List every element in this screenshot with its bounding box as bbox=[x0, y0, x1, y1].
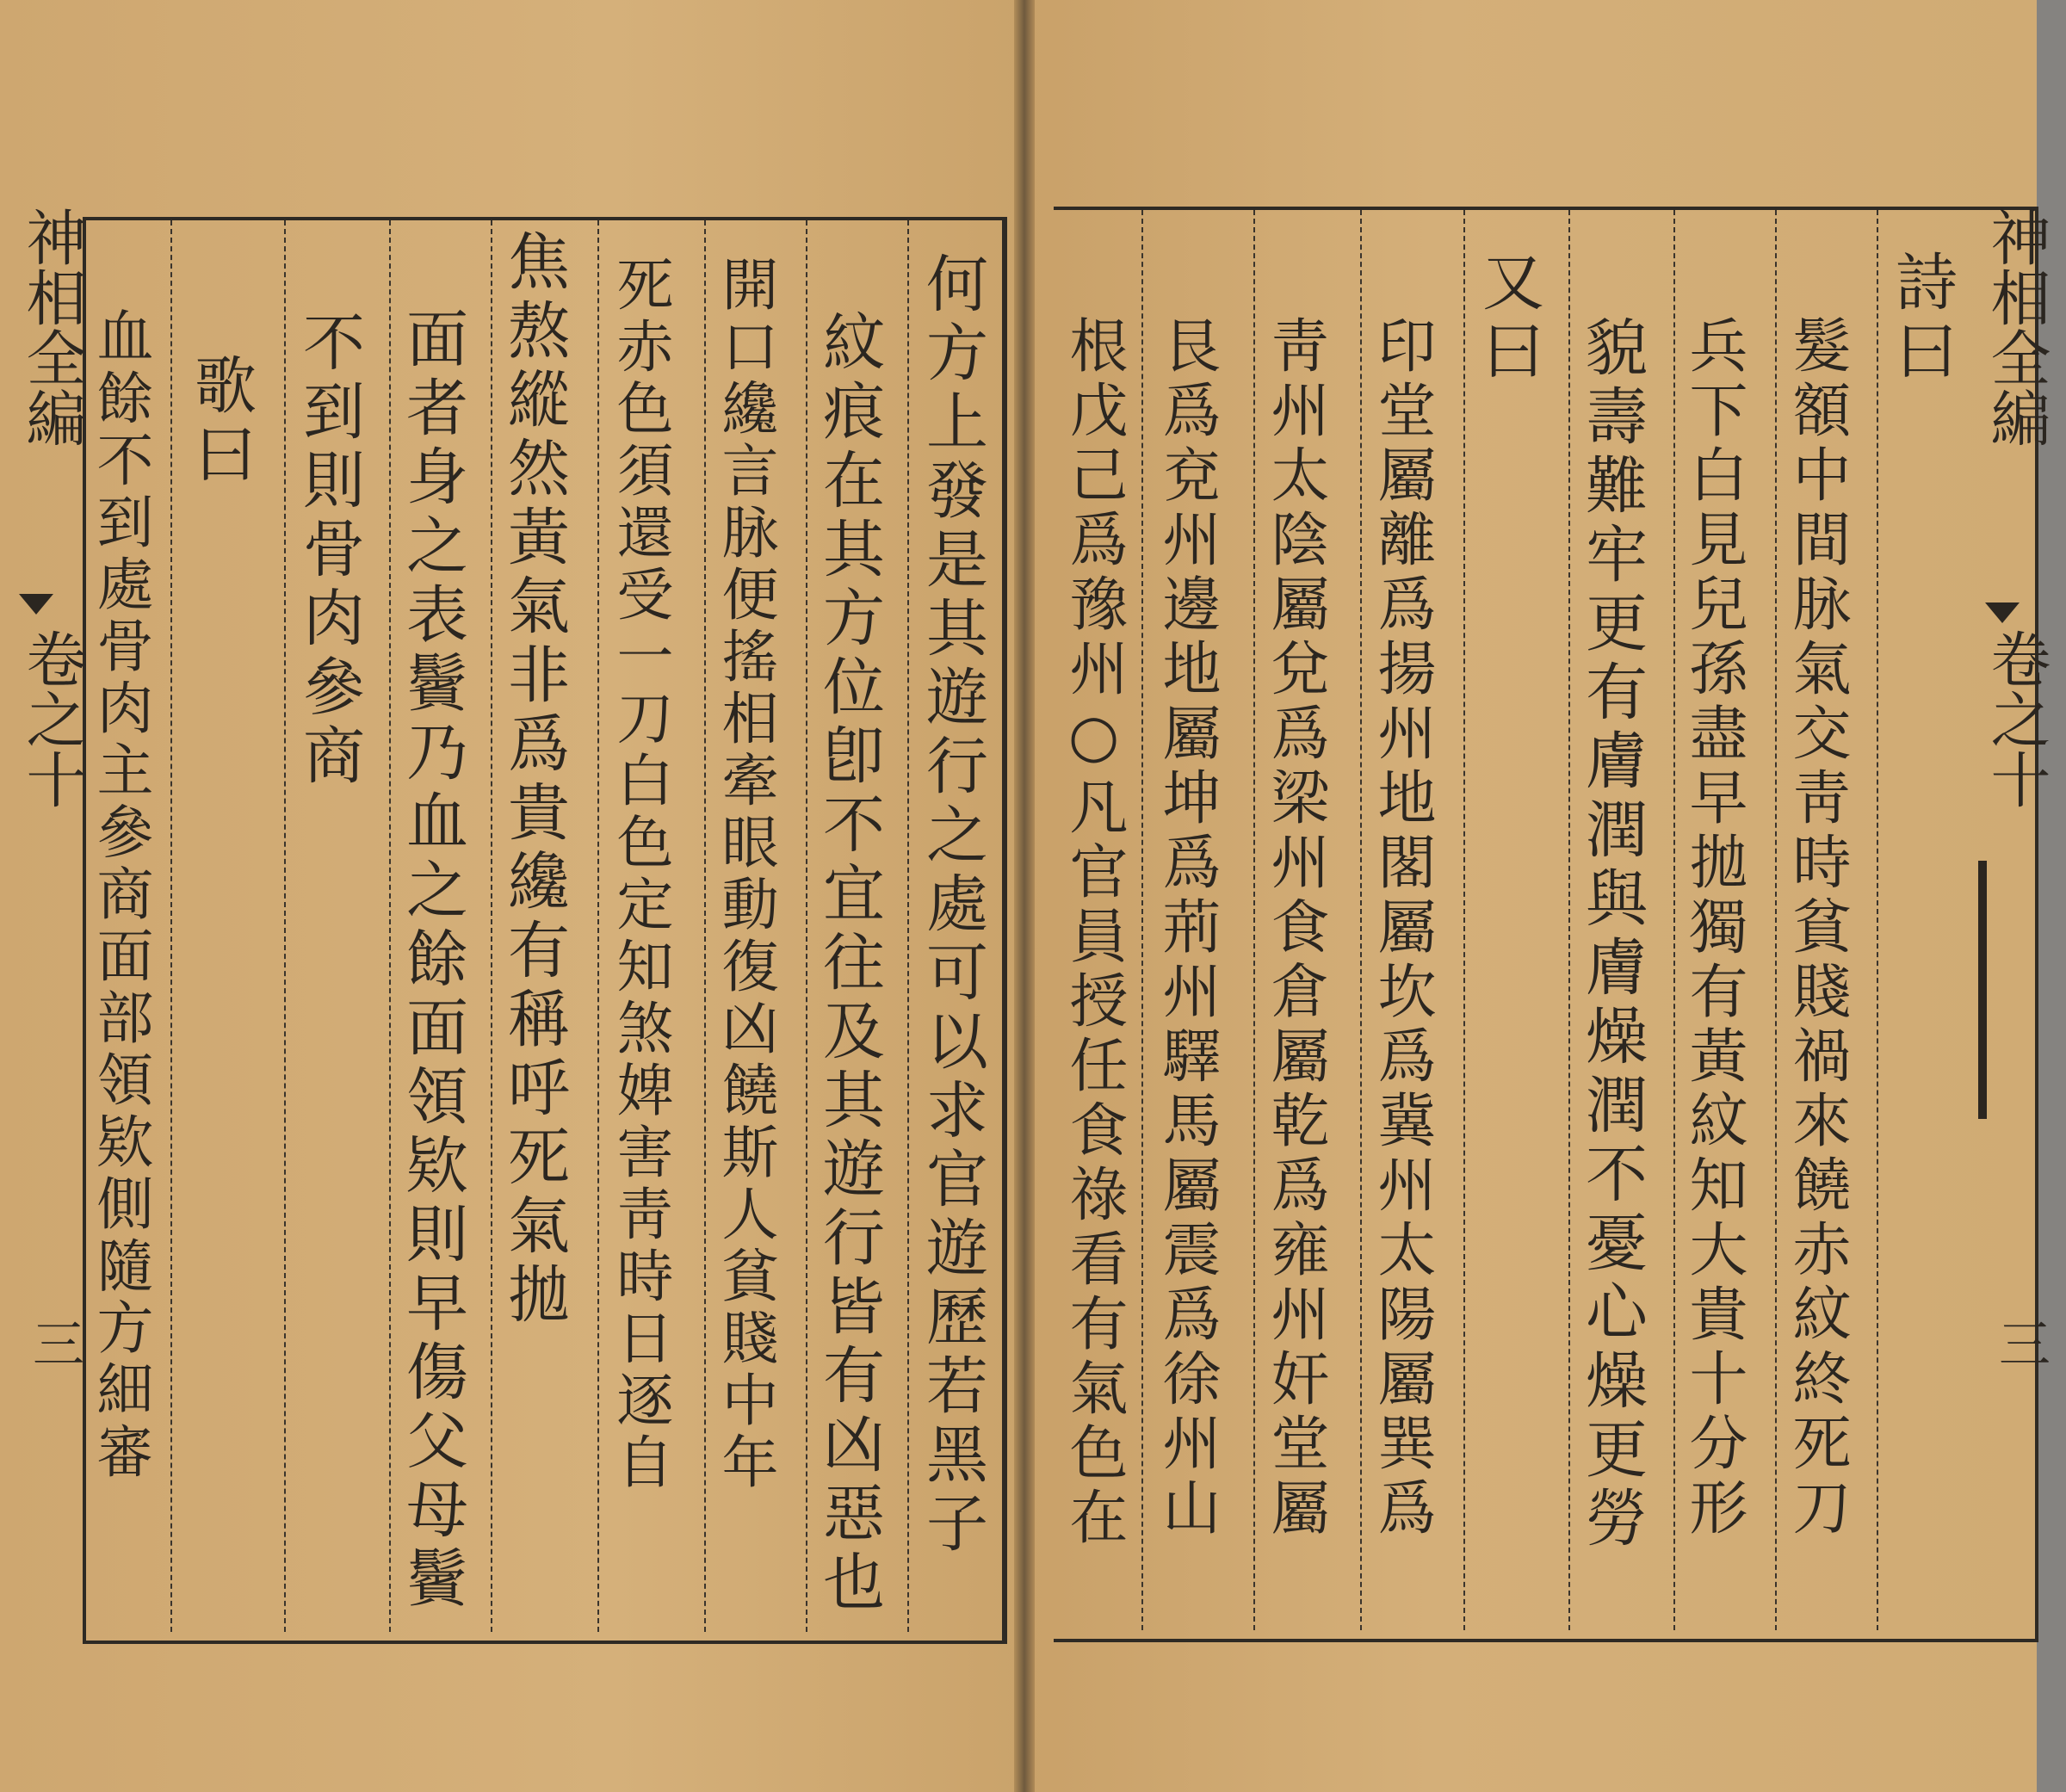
left-column-7: 不到則骨肉參商 bbox=[293, 310, 365, 792]
right-column-2: 髮額中間脉氣交靑時貧賤禍來饒赤紋終死刀 bbox=[1783, 315, 1851, 1542]
left-column-5: 焦熬縱然黃氣非爲貴纔有稱呼死氣拋 bbox=[498, 229, 570, 1331]
right-margin-title: 神相全編 bbox=[1981, 207, 2051, 448]
column-rule bbox=[1463, 210, 1465, 1630]
left-margin-volume: 卷之十 bbox=[16, 628, 87, 809]
right-column-1: 詩曰 bbox=[1885, 250, 1958, 387]
column-rule bbox=[1877, 210, 1878, 1630]
left-margin-title: 神相全編 bbox=[16, 207, 87, 448]
column-rule bbox=[1568, 210, 1570, 1630]
right-column-5: 又曰 bbox=[1472, 250, 1544, 387]
column-rule bbox=[1141, 210, 1143, 1630]
left-column-2: 紋痕在其方位卽不宜往及其遊行皆有凶惡也 bbox=[813, 310, 885, 1618]
column-rule bbox=[907, 220, 909, 1632]
column-rule bbox=[1253, 210, 1255, 1630]
column-rule bbox=[491, 220, 492, 1632]
column-rule bbox=[389, 220, 391, 1632]
left-column-6: 面者身之表鬢乃血之餘面領欵則早傷父母鬢 bbox=[396, 306, 468, 1615]
column-rule bbox=[284, 220, 286, 1632]
column-rule bbox=[597, 220, 599, 1632]
right-margin-page: 三 bbox=[1990, 1317, 2051, 1369]
column-rule bbox=[704, 220, 706, 1632]
left-column-3: 開口纔言脉便搖相牽眼動復凶饒斯人貧賤中年 bbox=[712, 255, 778, 1494]
right-margin-bar bbox=[1978, 861, 1987, 1119]
left-column-9: 血餘不到處骨肉主參商面部領欵側隨方細審 bbox=[87, 306, 153, 1484]
right-column-4: 貌壽難牢更有膚潤與膚燥潤不憂心燥更勞 bbox=[1575, 315, 1648, 1554]
right-margin-volume: 卷之十 bbox=[1981, 628, 2051, 809]
column-rule bbox=[170, 220, 172, 1632]
left-column-8: 歌曰 bbox=[184, 353, 257, 491]
column-rule bbox=[806, 220, 807, 1632]
left-column-1: 何方上發是其遊行之處可以求官遊歷若黑子 bbox=[916, 251, 988, 1560]
right-column-3: 兵下白見兒孫盡早拋獨有黃紋知大貴十分形 bbox=[1679, 315, 1747, 1542]
left-column-4: 死赤色須還受一刀白色定知煞婢害靑時日逐自 bbox=[607, 255, 673, 1494]
right-column-6: 印堂屬離爲揚州地閣屬坎爲冀州太陽屬巽爲 bbox=[1368, 315, 1436, 1542]
column-rule bbox=[1775, 210, 1777, 1630]
book-gutter bbox=[1014, 0, 1035, 1792]
right-column-7: 靑州太陰屬兌爲梁州食倉屬乾爲雍州奸堂屬 bbox=[1261, 315, 1329, 1542]
right-column-9: 根戊己爲豫州○凡官員授任食祿看有氣色在 bbox=[1060, 315, 1128, 1551]
column-rule bbox=[1673, 210, 1675, 1630]
right-column-8: 艮爲兗州邊地屬坤爲荊州驛馬屬震爲徐州山 bbox=[1153, 315, 1221, 1542]
column-rule bbox=[1360, 210, 1362, 1630]
left-margin-page: 三 bbox=[24, 1317, 84, 1369]
